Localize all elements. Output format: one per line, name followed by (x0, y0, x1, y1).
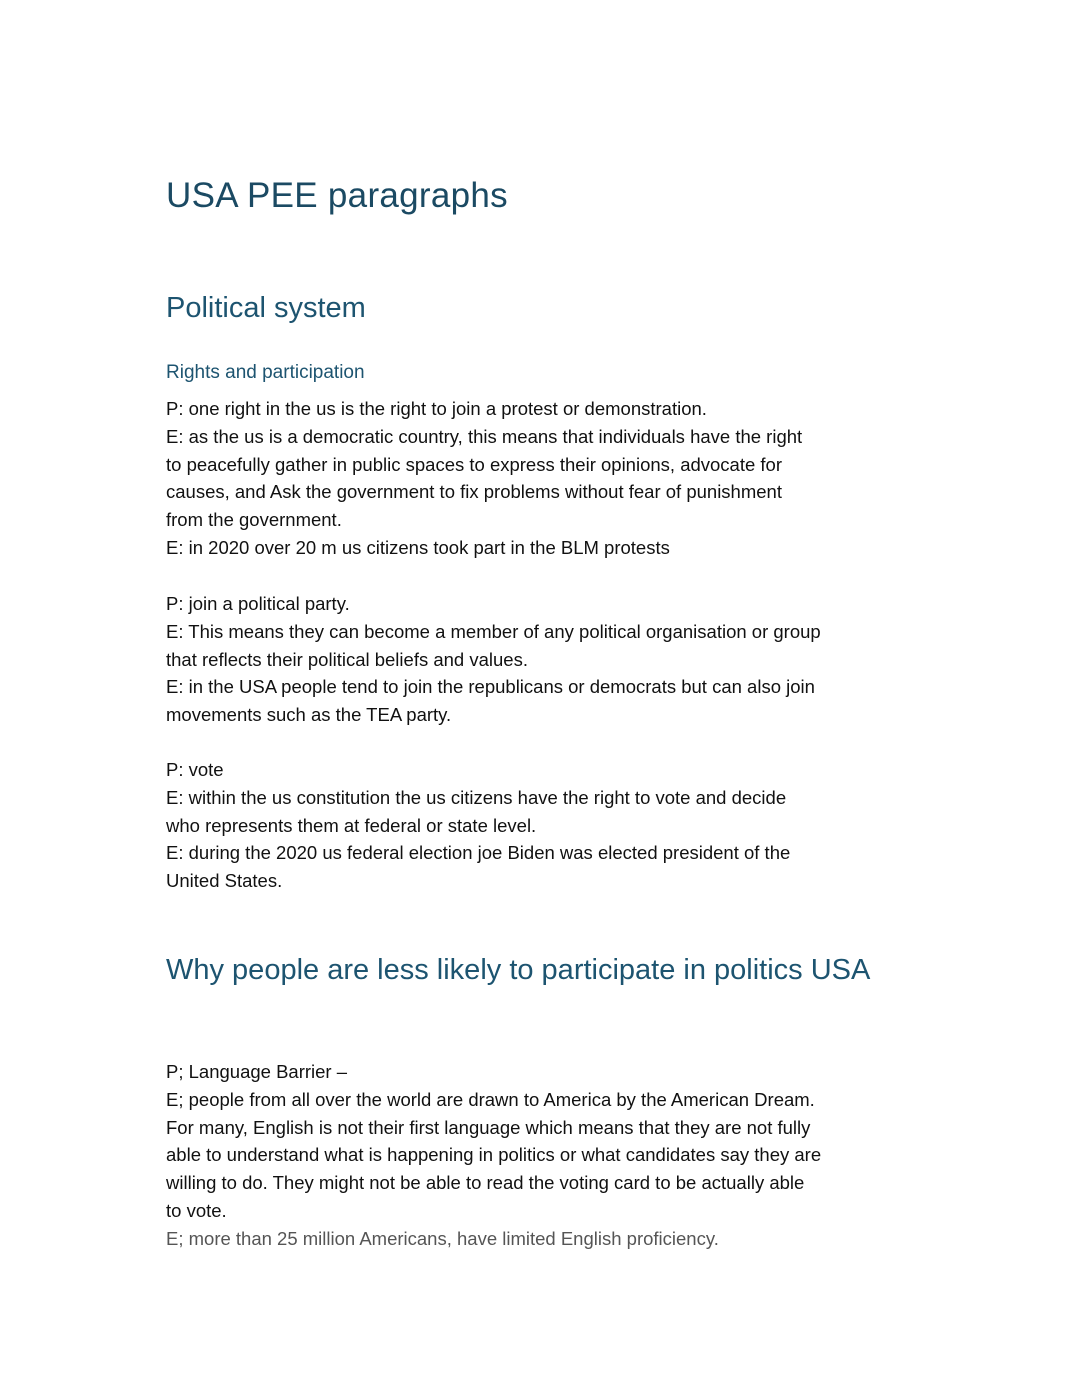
text-line: P: join a political party. (166, 593, 350, 614)
text-line: For many, English is not their first language which means that they are not fully (166, 1116, 811, 1138)
section-heading-political-system: Political system (166, 292, 366, 324)
text-line: that reflects their political beliefs and values. (166, 648, 528, 670)
paragraph-protest (166, 395, 802, 562)
text-line: E: This means they can become a member of any political organisation or group (166, 620, 821, 642)
text-line: E: during the 2020 us federal election joe Biden was elected president of the (166, 842, 791, 864)
paragraph-vote (166, 756, 790, 895)
text-line: P: vote (166, 759, 224, 780)
text-line: to vote. (166, 1199, 227, 1221)
text-line: from the government. (166, 509, 342, 531)
text-line: to peacefully gather in public spaces to express their opinions, advocate for (166, 453, 783, 475)
text-line: E: within the us constitution the us citizens have the right to vote and decide (166, 786, 787, 808)
text-line: E: in the USA people tend to join the republicans or democrats but can also join (166, 676, 815, 698)
text-line: United States. (166, 870, 283, 892)
text-line: P; Language Barrier – (166, 1061, 348, 1082)
paragraph-language-barrier (166, 1058, 821, 1253)
text-line: E: as the us is a democratic country, this means that individuals have the right (166, 425, 803, 447)
document-title: USA PEE paragraphs (166, 176, 508, 215)
text-line: P: one right in the us is the right to join a protest or demonstration. (166, 398, 707, 419)
evidence-line: E; more than 25 million Americans, have limited English proficiency. (166, 1227, 719, 1249)
text-line: who represents them at federal or state level. (166, 814, 537, 836)
text-line: E: in 2020 over 20 m us citizens took part in the BLM protests (166, 536, 670, 558)
text-line: causes, and Ask the government to fix problems without fear of punishment (166, 481, 782, 503)
text-line: movements such as the TEA party. (166, 704, 452, 726)
section-heading-less-likely: Why people are less likely to participate in politics USA (166, 954, 871, 986)
subheading-rights-participation: Rights and participation (166, 362, 365, 383)
text-line: willing to do. They might not be able to read the voting card to be actually able (166, 1172, 805, 1194)
paragraph-party (166, 590, 821, 729)
text-line: able to understand what is happening in politics or what candidates say they are (166, 1144, 822, 1166)
text-line: E; people from all over the world are drawn to America by the American Dream. (166, 1088, 815, 1110)
